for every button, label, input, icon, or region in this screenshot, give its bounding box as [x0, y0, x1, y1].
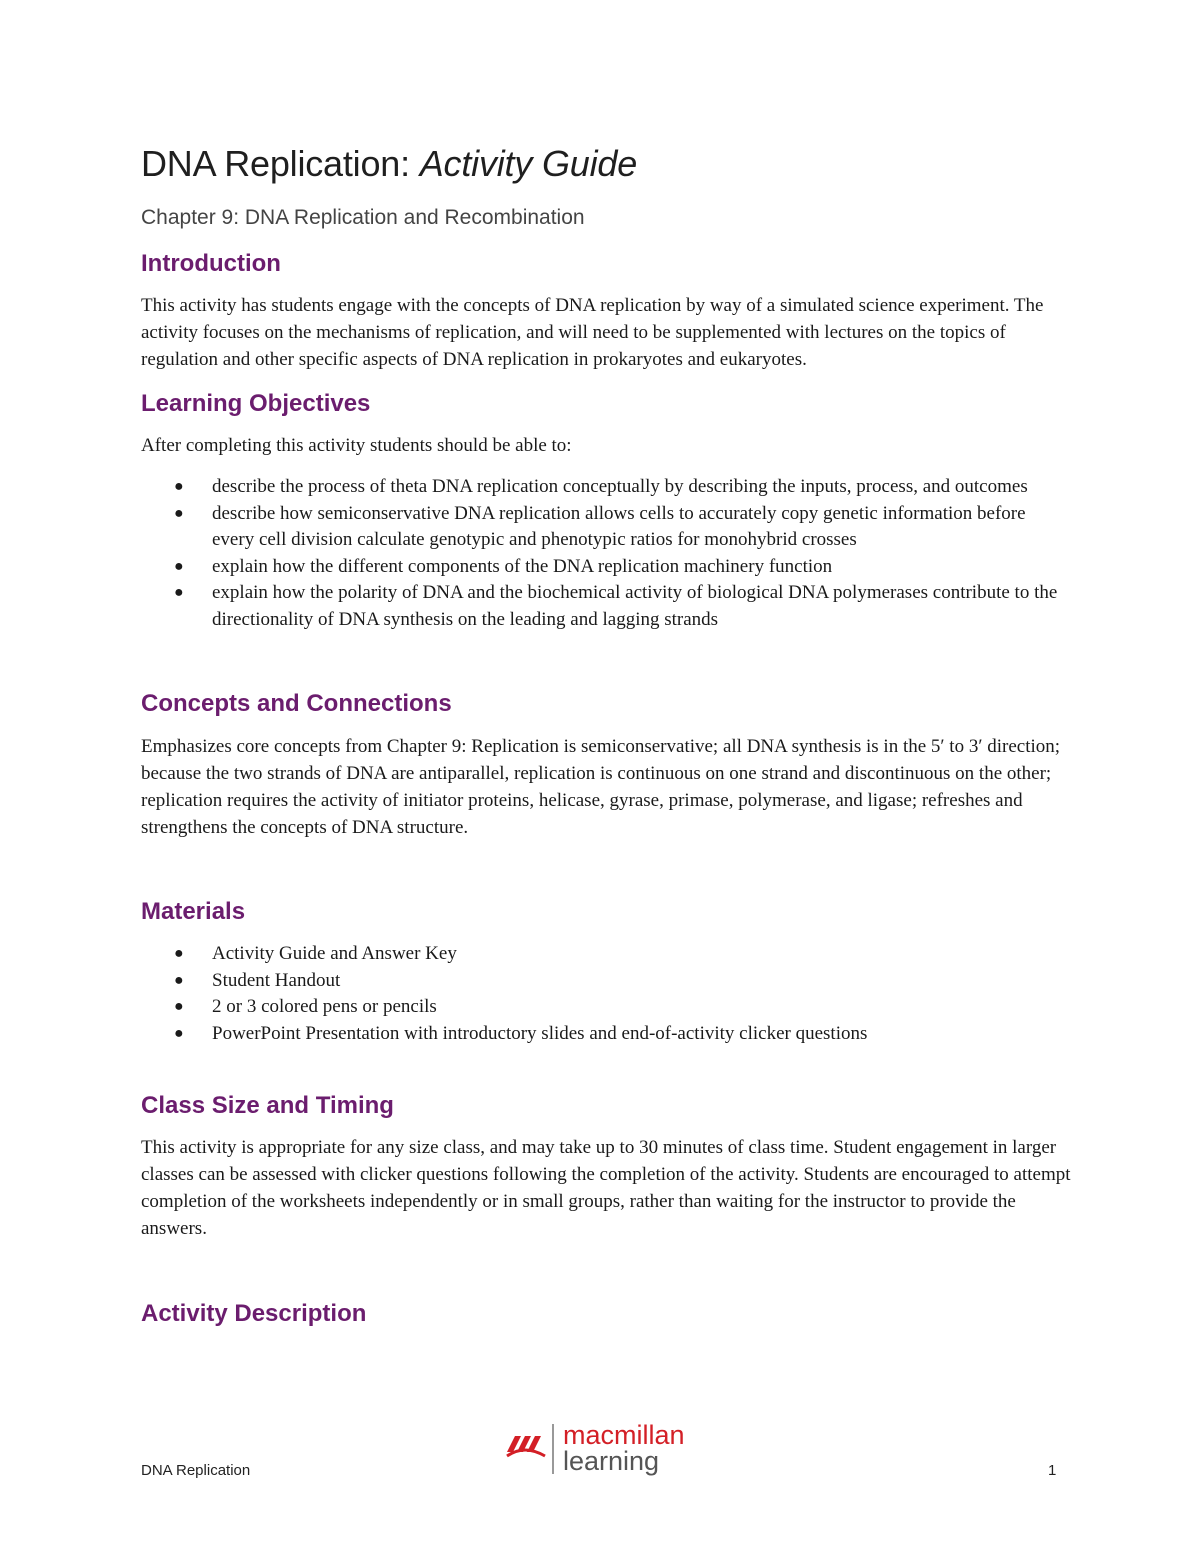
- bullet-icon: ●: [174, 945, 184, 962]
- activity-description-heading: Activity Description: [141, 1300, 367, 1327]
- list-item-text: explain how the different components of the DNA replication machinery function: [212, 555, 833, 577]
- objectives-heading: Learning Objectives: [141, 390, 371, 417]
- class-size-heading: Class Size and Timing: [141, 1092, 394, 1119]
- list-item: [141, 1021, 1071, 1048]
- footer-page-number: 1: [1048, 1462, 1057, 1479]
- materials-heading: Materials: [141, 898, 246, 925]
- list-item: [141, 580, 1071, 633]
- list-item: [141, 941, 1071, 968]
- list-item-text: 2 or 3 colored pens or pencils: [212, 996, 437, 1017]
- objectives-list: [141, 474, 1071, 633]
- list-item: [141, 968, 1071, 995]
- list-item: [141, 554, 1071, 581]
- macmillan-logo-icon: [505, 1430, 553, 1460]
- footer-document-name: DNA Replication: [141, 1462, 251, 1479]
- logo-line-1: macmillan: [563, 1420, 685, 1450]
- logo-divider: [552, 1424, 554, 1474]
- list-item: [141, 994, 1071, 1021]
- introduction-body: This activity has students engage with the concepts of DNA replication by way of a simulated science experiment. The activity focuses on the mechanisms of replication, and will need to be supplemented with lectures on the topics of regulation and other specific aspects of DNA replication in prokaryotes and eukaryotes.: [141, 295, 1044, 370]
- chapter-subtitle: Chapter 9: DNA Replication and Recombination: [141, 206, 585, 229]
- class-size-body: This activity is appropriate for any size class, and may take up to 30 minutes of class time. Student engagement in larger classes can be assessed with clicker questions following the completion of the activity. Students are encouraged to attempt completion of the worksheets independently or in small groups, rather than waiting for the instructor to provide the answers.: [141, 1137, 1071, 1239]
- bullet-icon: ●: [174, 971, 184, 989]
- concepts-heading: Concepts and Connections: [141, 690, 452, 717]
- bullet-icon: ●: [174, 478, 184, 495]
- list-item-text: describe how semiconservative DNA replication allows cells to accurately copy genetic information before every cell division calculate genotypic and phenotypic ratios for monohybrid crosses: [212, 502, 1026, 550]
- title-italic: Activity Guide: [419, 143, 638, 184]
- list-item: [141, 501, 1071, 554]
- bullet-icon: ●: [174, 557, 184, 575]
- list-item-text: Student Handout: [212, 969, 341, 991]
- list-item: [141, 474, 1071, 501]
- logo-line-2: learning: [563, 1446, 660, 1476]
- bullet-icon: ●: [174, 504, 184, 522]
- list-item-text: PowerPoint Presentation with introductory slides and end-of-activity clicker questions: [212, 1022, 868, 1044]
- page-title: [141, 140, 1071, 188]
- introduction-heading: Introduction: [141, 250, 281, 277]
- list-item-text: Activity Guide and Answer Key: [212, 943, 457, 964]
- materials-list: [141, 941, 1071, 1047]
- page-content: [141, 140, 1071, 1330]
- concepts-body: Emphasizes core concepts from Chapter 9: Replication is semiconservative; all DNA synthesis is in the 5′ to 3′ direction; because the two strands of DNA are antiparallel, replication is continuous on one strand and discontinuous on the other; replication requires the activity of initiator proteins, helicase, gyrase, primase, polymerase, and ligase; refreshes and strengthens the concepts of DNA structure.: [141, 736, 1061, 838]
- bullet-icon: ●: [174, 584, 184, 601]
- macmillan-learning-logo: [505, 1422, 705, 1480]
- list-item-text: describe the process of theta DNA replication conceptually by describing the inputs, process, and outcomes: [212, 476, 1028, 497]
- title-main: DNA Replication:: [141, 143, 420, 184]
- list-item-text: explain how the polarity of DNA and the biochemical activity of biological DNA polymerases contribute to the directionality of DNA synthesis on the leading and lagging strands: [212, 582, 1058, 630]
- bullet-icon: ●: [174, 1024, 184, 1042]
- bullet-icon: ●: [174, 998, 184, 1015]
- logo-wordmark: [563, 1422, 685, 1474]
- objectives-lead: After completing this activity students should be able to:: [141, 435, 572, 456]
